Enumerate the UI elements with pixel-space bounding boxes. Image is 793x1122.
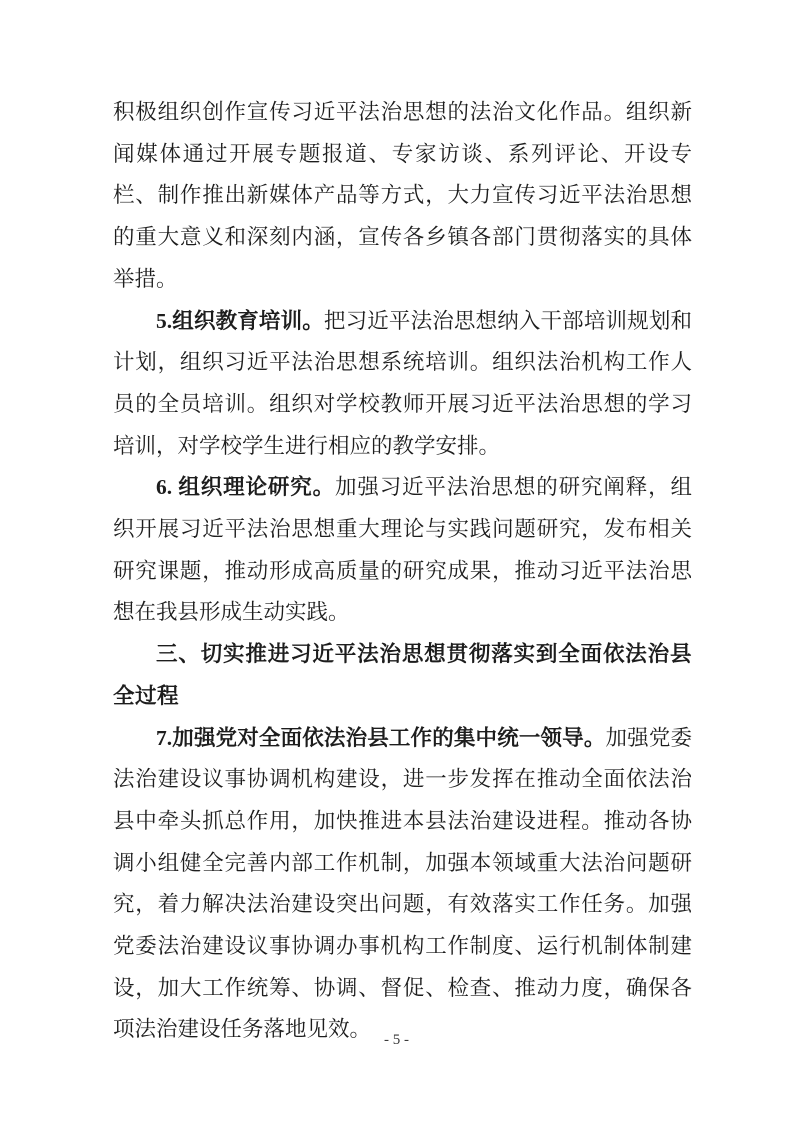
item-5-body: 把习近平法治思想纳入干部培训规划和计划，组织习近平法治思想系统培训。组织法治机构工作人员的全员培训。组织对学校教师开展习近平法治思想的学习培训，对学校学生进行相应的教学安排。 [113,308,692,458]
page-number: - 5 - [384,1032,409,1048]
document-body [113,92,692,1051]
item-5-lead: 5.组织教育培训。 [156,308,324,333]
section-3-heading [113,634,692,717]
paragraph-item-5 [113,301,692,468]
paragraph-continuation [113,92,692,301]
section-3-heading-text: 三、切实推进习近平法治思想贯彻落实到全面依法治县全过程 [113,642,692,708]
item-6-lead: 6. 组织理论研究。 [156,475,335,500]
paragraph-item-6 [113,467,692,634]
item-6-body: 加强习近平法治思想的研究阐释，组织开展习近平法治思想重大理论与实践问题研究，发布相关研究课题，推动形成高质量的研究成果，推动习近平法治思想在我县形成生动实践。 [113,475,692,625]
paragraph-continuation-text: 积极组织创作宣传习近平法治思想的法治文化作品。组织新闻媒体通过开展专题报道、专家访谈、系列评论、开设专栏、制作推出新媒体产品等方式，大力宣传习近平法治思想的重大意义和深刻内涵，宣传各乡镇各部门贯彻落实的具体举措。 [113,100,692,291]
item-7-body: 加强党委法治建设议事协调机构建设，进一步发挥在推动全面依法治县中牵头抓总作用，加快推进本县法治建设进程。推动各协调小组健全完善内部工作机制，加强本领域重大法治问题研究，着力解决法治建设突出问题，有效落实工作任务。加强党委法治建设议事协调办事机构工作制度、运行机制体制建设，加大工作统筹、协调、督促、检查、推动力度，确保各项法治建设任务落地见效。 [113,725,692,1042]
item-7-lead: 7.加强党对全面依法治县工作的集中统一领导。 [156,725,606,750]
page-footer [0,1032,793,1049]
paragraph-item-7 [113,718,692,1052]
